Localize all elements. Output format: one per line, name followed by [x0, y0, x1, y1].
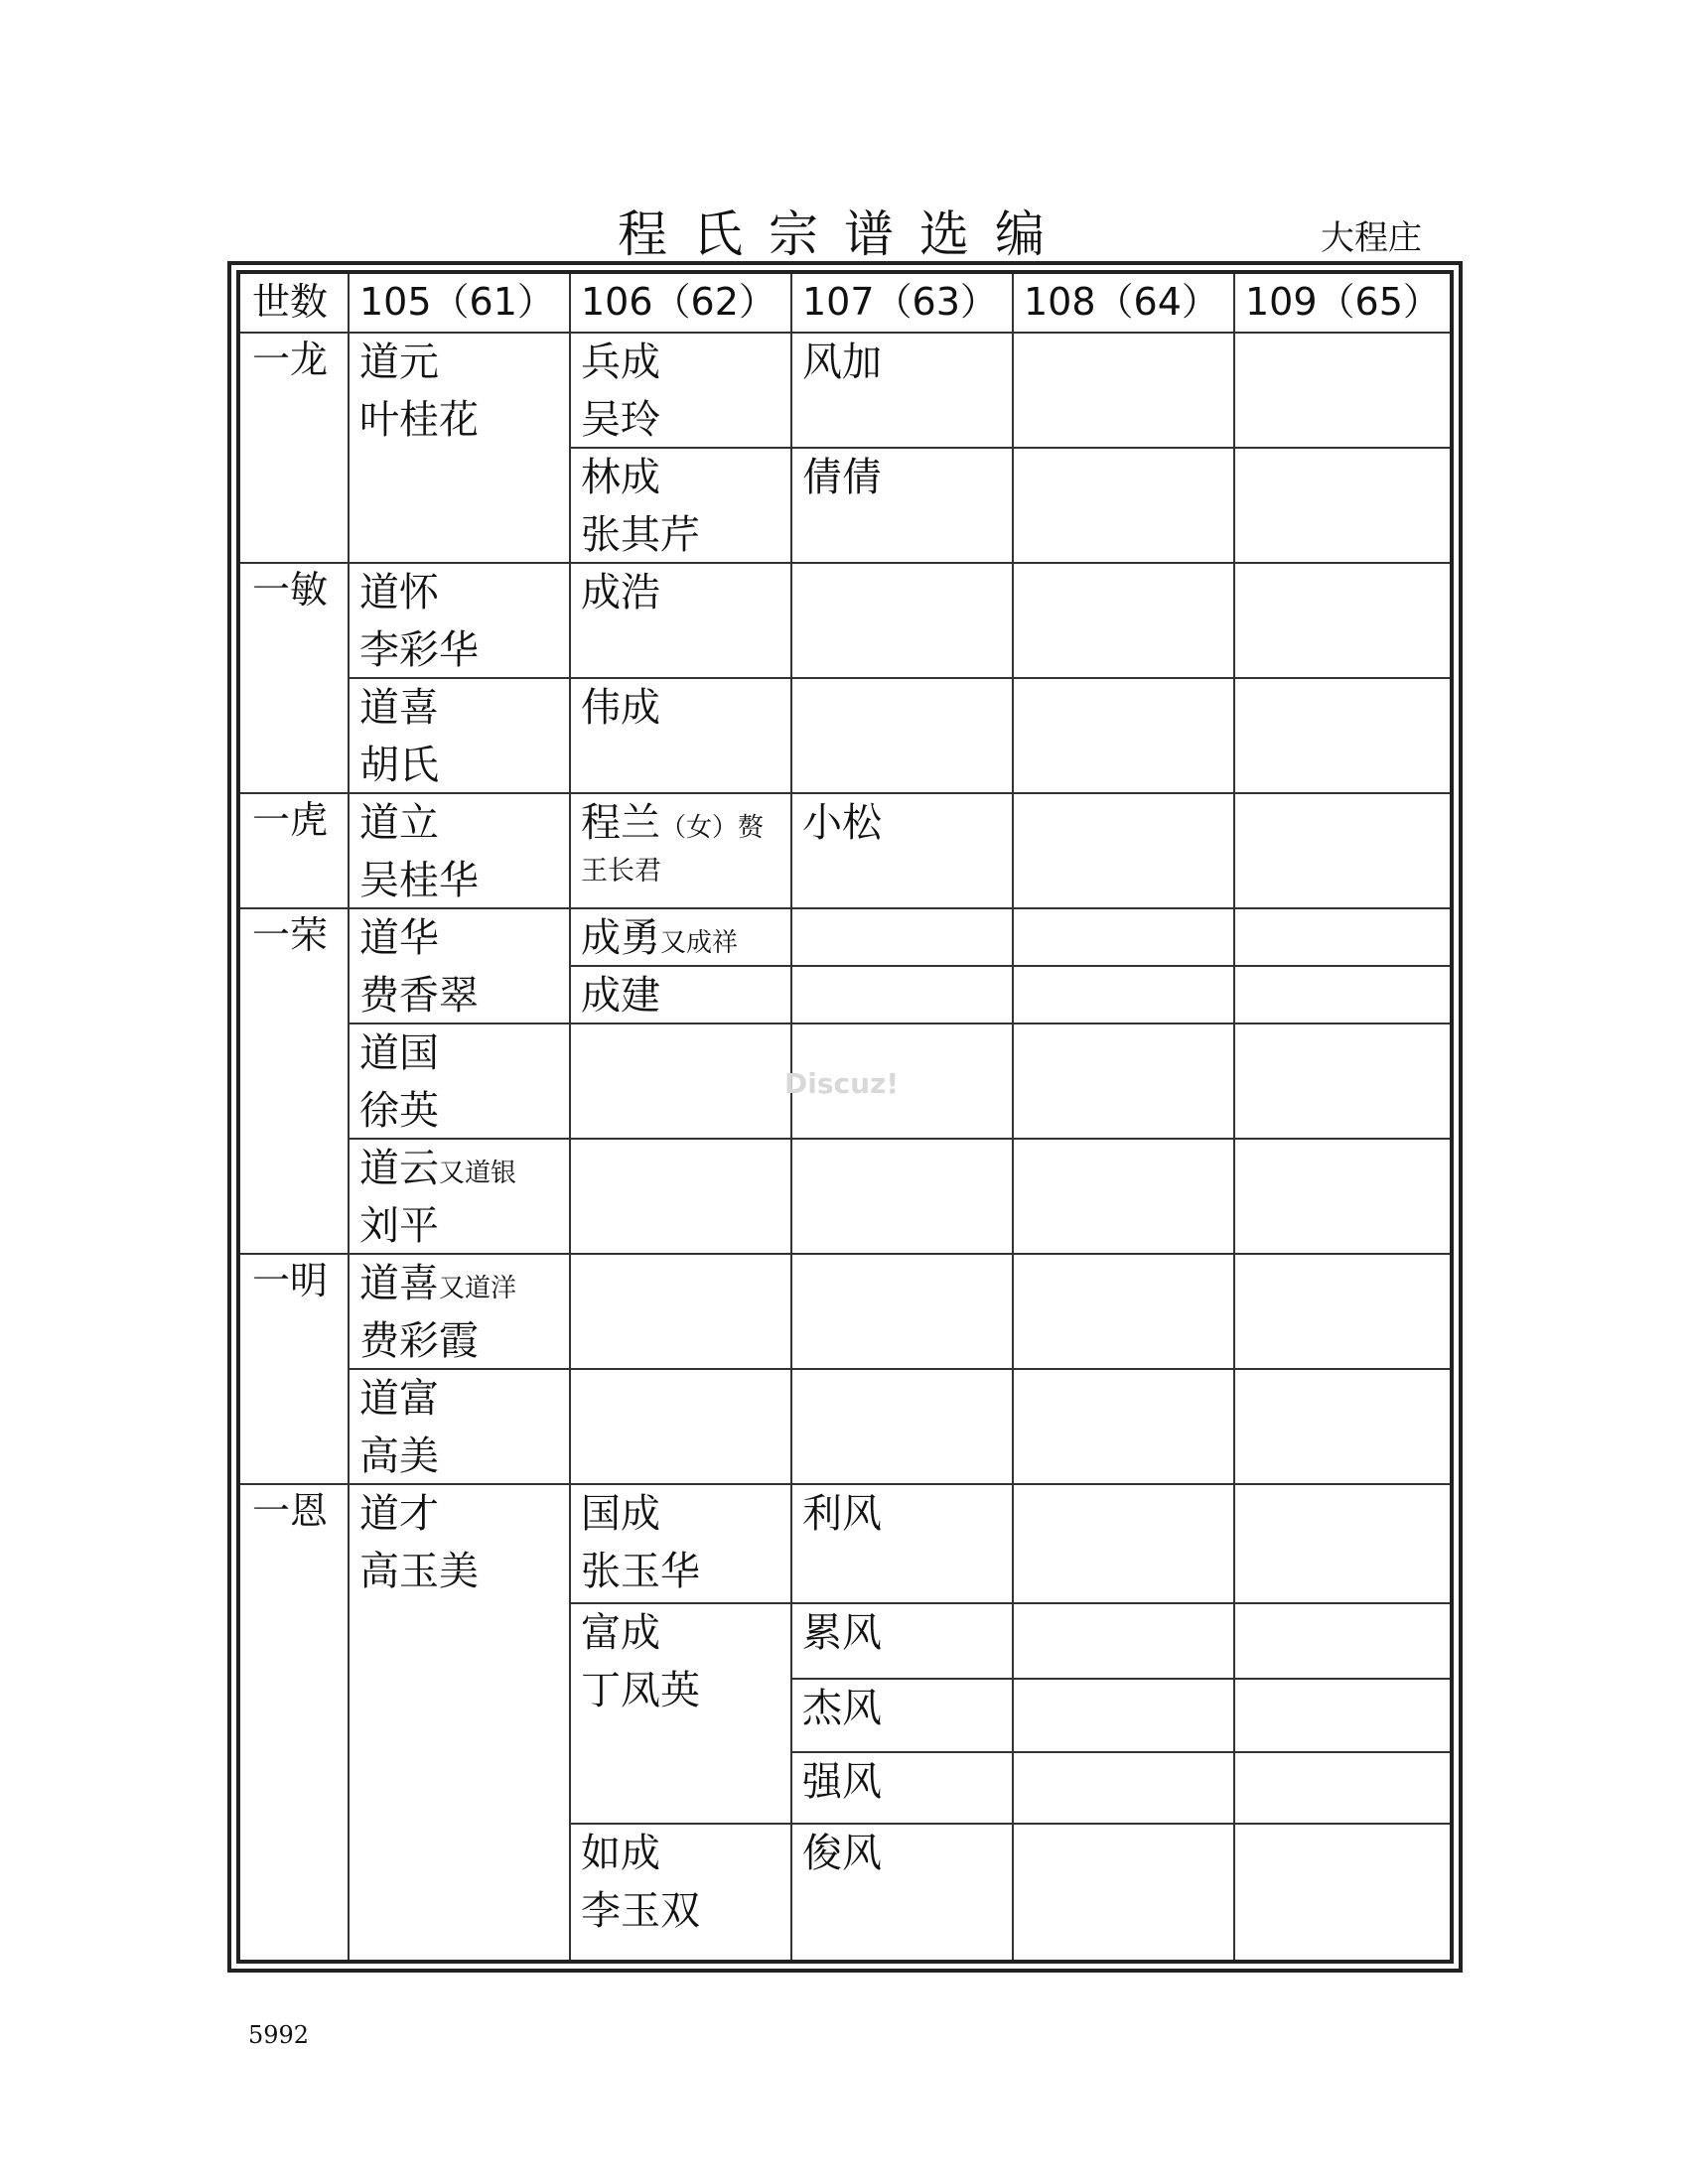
- spouse-name: 王长君: [581, 856, 661, 887]
- person-entry: [359, 909, 479, 1024]
- person-name: 富成: [581, 1610, 660, 1656]
- person-name: 成勇: [581, 915, 660, 961]
- person-entry: [581, 1825, 700, 1940]
- person-entry: [359, 679, 439, 794]
- person-entry: [359, 794, 479, 909]
- person-name: 道富: [359, 1376, 439, 1422]
- gender-note: （女）赘: [660, 813, 765, 843]
- person-entry: [359, 1024, 439, 1140]
- generation-name: 一荣: [252, 913, 329, 957]
- person-name: 程兰: [581, 800, 660, 846]
- spouse-name: 高玉美: [359, 1549, 479, 1594]
- person-name: 倩倩: [802, 455, 882, 500]
- person-name: 成建: [581, 973, 660, 1019]
- spouse-name: 李玉双: [581, 1888, 700, 1934]
- person-entry: [581, 909, 738, 967]
- spouse-name: 胡氏: [359, 743, 439, 788]
- person-name: 伟成: [581, 685, 660, 731]
- person-entry: [359, 1140, 516, 1255]
- spouse-name: 徐英: [359, 1088, 439, 1134]
- watermark: Discuz!: [784, 1067, 900, 1100]
- person-name: 杰风: [802, 1686, 882, 1731]
- header-col-105: 105（61）: [359, 280, 555, 324]
- person-entry: [359, 1370, 439, 1485]
- person-entry: [581, 334, 660, 449]
- spouse-name: 吴玲: [581, 397, 660, 443]
- person-name: 利风: [802, 1491, 882, 1537]
- person-name: 林成: [581, 455, 660, 500]
- header-col-108: 108（64）: [1024, 280, 1219, 324]
- person-name: 道云: [359, 1146, 439, 1191]
- person-name: 如成: [581, 1831, 660, 1876]
- page-title: 程氏宗谱选编: [618, 205, 1070, 263]
- person-name: 俊风: [802, 1831, 882, 1876]
- person-entry: [581, 794, 764, 891]
- spouse-name: 高美: [359, 1433, 439, 1479]
- header-generation: 世数: [252, 280, 329, 324]
- alias-note: 又成祥: [660, 928, 739, 958]
- person-name: 强风: [802, 1759, 882, 1805]
- person-entry: [581, 967, 660, 1024]
- person-name: 道喜: [359, 685, 439, 731]
- generation-name: 一虎: [252, 798, 329, 842]
- spouse-name: 张玉华: [581, 1549, 700, 1594]
- person-entry: [581, 1604, 700, 1719]
- header-col-107: 107（63）: [802, 280, 998, 324]
- alias-note: 又道银: [439, 1159, 517, 1188]
- spouse-name: 费香翠: [359, 973, 479, 1019]
- person-name: 道立: [359, 800, 439, 846]
- person-name: 道华: [359, 915, 439, 961]
- spouse-name: 李彩华: [359, 627, 479, 673]
- spouse-name: 吴桂华: [359, 858, 479, 903]
- person-entry: [359, 334, 479, 449]
- person-entry: [359, 564, 479, 679]
- person-name: 风加: [802, 340, 882, 385]
- person-name: 国成: [581, 1491, 660, 1537]
- person-entry: [581, 679, 660, 737]
- genealogy-table: [236, 270, 1454, 1964]
- place-name: 大程庄: [1321, 218, 1422, 258]
- person-entry: [581, 449, 700, 564]
- generation-name: 一龙: [252, 338, 329, 381]
- generation-name: 一明: [252, 1259, 329, 1302]
- person-entry: [359, 1255, 516, 1370]
- person-entry: [581, 564, 660, 621]
- person-name: 道国: [359, 1030, 439, 1076]
- spouse-name: 费彩霞: [359, 1318, 479, 1364]
- person-name: 道才: [359, 1491, 439, 1537]
- spouse-name: 丁凤英: [581, 1668, 700, 1713]
- generation-name: 一敏: [252, 568, 329, 612]
- person-name: 小松: [802, 800, 882, 846]
- page-number: 5992: [248, 2021, 310, 2049]
- person-name: 道喜: [359, 1261, 439, 1306]
- spouse-name: 刘平: [359, 1203, 439, 1249]
- person-name: 累风: [802, 1610, 882, 1656]
- header-col-106: 106（62）: [581, 280, 776, 324]
- person-entry: [581, 1485, 700, 1600]
- person-name: 道怀: [359, 570, 439, 615]
- person-name: 道元: [359, 340, 439, 385]
- spouse-name: 叶桂花: [359, 397, 479, 443]
- person-name: 兵成: [581, 340, 660, 385]
- header-col-109: 109（65）: [1245, 280, 1441, 324]
- alias-note: 又道洋: [439, 1274, 517, 1303]
- person-entry: [359, 1485, 479, 1600]
- person-name: 成浩: [581, 570, 660, 615]
- spouse-name: 张其芹: [581, 512, 700, 558]
- generation-name: 一恩: [252, 1489, 329, 1533]
